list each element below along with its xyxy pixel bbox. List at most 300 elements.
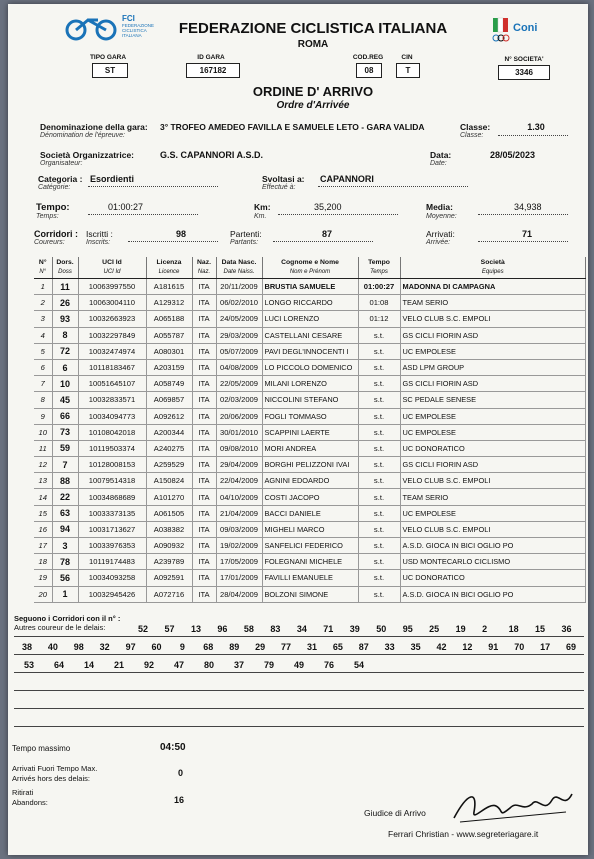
table-cell: MIGHELI MARCO bbox=[262, 521, 358, 537]
table-cell: 78 bbox=[52, 554, 78, 570]
table-cell: 5 bbox=[34, 343, 52, 359]
category-label: Categoria : bbox=[38, 174, 83, 184]
race-name: 3° TROFEO AMEDEO FAVILLA E SAMUELE LETO - GARA VALIDA bbox=[160, 122, 425, 132]
following-rider-number: 17 bbox=[540, 642, 551, 652]
column-header-text-fr: Nom e Prénom bbox=[289, 269, 331, 275]
table-cell: GS CICLI FIORIN ASD bbox=[400, 457, 586, 473]
following-rider-number: 83 bbox=[270, 624, 281, 634]
table-cell: ITA bbox=[192, 424, 216, 440]
following-rider-number: 35 bbox=[410, 642, 421, 652]
following-rider-number: 50 bbox=[376, 624, 387, 634]
table-cell: 02/03/2009 bbox=[216, 392, 262, 408]
race-name-label-fr: Dénomination de l'épreuve: bbox=[40, 132, 126, 139]
race-id-value: 167182 bbox=[186, 63, 240, 78]
table-cell: 10079514318 bbox=[78, 473, 146, 489]
following-rider-number: 40 bbox=[47, 642, 58, 652]
column-header-text-fr: Temps bbox=[370, 269, 388, 275]
table-cell: VELO CLUB S.C. EMPOLI bbox=[400, 473, 586, 489]
column-header-text: Dors. bbox=[56, 259, 74, 266]
table-cell: 17 bbox=[34, 538, 52, 554]
column-header-text: Società bbox=[480, 259, 505, 266]
column-header-text: Data Nasc. bbox=[221, 259, 257, 266]
table-row bbox=[34, 408, 586, 424]
table-cell: GS CICLI FIORIN ASD bbox=[400, 376, 586, 392]
race-name-label: Denominazione della gara: bbox=[40, 122, 148, 132]
table-cell: BRUSTIA SAMUELE bbox=[262, 279, 358, 295]
riders-label: Corridori : bbox=[34, 229, 78, 239]
table-cell: A239789 bbox=[146, 554, 192, 570]
table-cell: MADONNA DI CAMPAGNA bbox=[400, 279, 586, 295]
table-cell: ITA bbox=[192, 295, 216, 311]
following-rider-number: 36 bbox=[561, 624, 572, 634]
table-cell: 8 bbox=[34, 392, 52, 408]
table-cell: 15 bbox=[34, 505, 52, 521]
table-cell: ITA bbox=[192, 538, 216, 554]
average-label-fr: Moyenne: bbox=[426, 213, 457, 220]
following-rider-number: 77 bbox=[281, 642, 292, 652]
table-cell: 59 bbox=[52, 440, 78, 456]
table-cell: 3 bbox=[52, 538, 78, 554]
following-rider-number: 33 bbox=[384, 642, 395, 652]
table-cell: 22 bbox=[52, 489, 78, 505]
table-cell: 7 bbox=[52, 457, 78, 473]
following-line-1 bbox=[138, 624, 588, 634]
table-cell: 20/06/2009 bbox=[216, 408, 262, 424]
following-line-2 bbox=[14, 642, 584, 652]
table-cell: ITA bbox=[192, 408, 216, 424]
table-cell: MILANI LORENZO bbox=[262, 376, 358, 392]
table-cell: s.t. bbox=[358, 505, 400, 521]
table-cell: 10128008153 bbox=[78, 457, 146, 473]
following-rider-number: 80 bbox=[203, 660, 214, 670]
following-rider-number: 39 bbox=[349, 624, 360, 634]
coni-logo bbox=[491, 16, 538, 51]
table-cell: 63 bbox=[52, 505, 78, 521]
table-cell: 30/01/2010 bbox=[216, 424, 262, 440]
class-label: Classe: bbox=[460, 122, 491, 132]
table-cell: FOLEGNANI MICHELE bbox=[262, 554, 358, 570]
following-rider-number: 54 bbox=[353, 660, 364, 670]
table-cell: CASTELLANI CESARE bbox=[262, 327, 358, 343]
table-cell: 04/08/2009 bbox=[216, 359, 262, 375]
table-cell: 10063997550 bbox=[78, 279, 146, 295]
following-rider-number: 38 bbox=[21, 642, 32, 652]
table-cell: s.t. bbox=[358, 327, 400, 343]
table-cell: 09/08/2010 bbox=[216, 440, 262, 456]
table-cell: 18 bbox=[34, 554, 52, 570]
table-cell: ITA bbox=[192, 521, 216, 537]
table-cell: A240275 bbox=[146, 440, 192, 456]
table-cell: ITA bbox=[192, 505, 216, 521]
column-header-text-fr: Licence bbox=[158, 269, 180, 275]
table-row bbox=[34, 295, 586, 311]
following-rider-number: 12 bbox=[462, 642, 473, 652]
federation-city: ROMA bbox=[297, 39, 329, 50]
following-rider-number: 71 bbox=[323, 624, 334, 634]
race-id-label: ID GARA bbox=[197, 54, 225, 61]
class-value: 1.30 bbox=[527, 122, 545, 132]
table-cell: A065188 bbox=[146, 311, 192, 327]
organizer-value: G.S. CAPANNORI A.S.D. bbox=[160, 150, 264, 160]
table-cell: UC EMPOLESE bbox=[400, 408, 586, 424]
table-cell: LUCI LORENZO bbox=[262, 311, 358, 327]
following-rider-number: 57 bbox=[164, 624, 175, 634]
following-rider-number: 15 bbox=[535, 624, 546, 634]
riders-label-fr: Coureurs: bbox=[34, 239, 65, 246]
following-rider-number: 34 bbox=[296, 624, 307, 634]
following-rider-number: 95 bbox=[402, 624, 413, 634]
starters-label-fr: Partants: bbox=[230, 239, 259, 246]
cin-label: CIN bbox=[401, 54, 413, 61]
withdrawn-label-fr: Abandons: bbox=[12, 798, 48, 807]
table-row bbox=[34, 279, 586, 295]
table-cell: 6 bbox=[52, 359, 78, 375]
table-row bbox=[34, 392, 586, 408]
fci-acronym: FCI bbox=[122, 14, 135, 23]
table-cell: ITA bbox=[192, 554, 216, 570]
following-rider-number: 53 bbox=[23, 660, 34, 670]
venue-label: Svoltasi a: bbox=[262, 174, 305, 184]
table-cell: A181615 bbox=[146, 279, 192, 295]
table-cell: UC EMPOLESE bbox=[400, 343, 586, 359]
column-header bbox=[216, 257, 262, 279]
table-cell: 66 bbox=[52, 408, 78, 424]
table-cell: FAVILLI EMANUELE bbox=[262, 570, 358, 586]
table-cell: A055787 bbox=[146, 327, 192, 343]
results-sheet bbox=[8, 4, 588, 855]
table-cell: 10034094773 bbox=[78, 408, 146, 424]
following-rider-number: 96 bbox=[217, 624, 228, 634]
table-cell: ITA bbox=[192, 473, 216, 489]
table-row bbox=[34, 521, 586, 537]
venue-label-fr: Effectué à: bbox=[262, 184, 296, 191]
table-cell: 21/04/2009 bbox=[216, 505, 262, 521]
table-cell: A038382 bbox=[146, 521, 192, 537]
table-cell: 01:08 bbox=[358, 295, 400, 311]
table-cell: 73 bbox=[52, 424, 78, 440]
table-cell: 10 bbox=[52, 376, 78, 392]
starters-value: 87 bbox=[322, 229, 333, 239]
time-label-fr: Temps: bbox=[36, 213, 59, 220]
table-cell: A072716 bbox=[146, 586, 192, 602]
table-cell: PAVI DEGL'INNOCENTI I bbox=[262, 343, 358, 359]
following-rider-number: 37 bbox=[233, 660, 244, 670]
table-cell: s.t. bbox=[358, 554, 400, 570]
table-cell: 12 bbox=[34, 457, 52, 473]
following-rider-number: 9 bbox=[179, 642, 185, 652]
results-table bbox=[34, 257, 586, 603]
table-cell: 26 bbox=[52, 295, 78, 311]
judge-signature bbox=[448, 782, 578, 828]
table-row bbox=[34, 376, 586, 392]
table-cell: BOLZONI SIMONE bbox=[262, 586, 358, 602]
table-cell: s.t. bbox=[358, 408, 400, 424]
table-cell: A129312 bbox=[146, 295, 192, 311]
table-cell: 10032474974 bbox=[78, 343, 146, 359]
table-cell: 01:00:27 bbox=[358, 279, 400, 295]
table-cell: s.t. bbox=[358, 440, 400, 456]
table-cell: s.t. bbox=[358, 538, 400, 554]
out-of-time-value: 0 bbox=[178, 768, 184, 778]
table-cell: 20/11/2009 bbox=[216, 279, 262, 295]
following-rider-number: 87 bbox=[358, 642, 369, 652]
following-line-3 bbox=[14, 660, 374, 670]
table-cell: 93 bbox=[52, 311, 78, 327]
table-cell: UC DONORATICO bbox=[400, 440, 586, 456]
region-code-label: COD.REG bbox=[352, 54, 384, 61]
table-cell: ITA bbox=[192, 586, 216, 602]
column-header-text-fr: Equipes bbox=[481, 269, 504, 275]
table-row bbox=[34, 554, 586, 570]
table-cell: 72 bbox=[52, 343, 78, 359]
table-cell: UC EMPOLESE bbox=[400, 505, 586, 521]
table-cell: 20 bbox=[34, 586, 52, 602]
table-cell: VELO CLUB S.C. EMPOLI bbox=[400, 311, 586, 327]
table-cell: TEAM SERIO bbox=[400, 295, 586, 311]
table-cell: NICCOLINI STEFANO bbox=[262, 392, 358, 408]
column-header bbox=[34, 257, 52, 279]
following-rider-number: 58 bbox=[243, 624, 254, 634]
table-cell: ITA bbox=[192, 311, 216, 327]
table-cell: A092612 bbox=[146, 408, 192, 424]
table-cell: 10032663923 bbox=[78, 311, 146, 327]
table-cell: 10032945426 bbox=[78, 586, 146, 602]
withdrawn-value: 16 bbox=[174, 795, 185, 805]
column-header-text: Cognome e Nome bbox=[281, 259, 339, 266]
table-cell: A.S.D. GIOCA IN BICI OGLIO PO bbox=[400, 538, 586, 554]
table-cell: 16 bbox=[34, 521, 52, 537]
enrolled-label-fr: Inscrits: bbox=[86, 239, 111, 246]
category-label-fr: Catégorie: bbox=[38, 184, 71, 191]
table-cell: 88 bbox=[52, 473, 78, 489]
table-cell: 6 bbox=[34, 359, 52, 375]
date-value: 28/05/2023 bbox=[490, 150, 536, 160]
max-time-value: 04:50 bbox=[160, 742, 186, 753]
region-code-value: 08 bbox=[356, 63, 382, 78]
following-rider-number: 65 bbox=[332, 642, 343, 652]
following-rider-number: 79 bbox=[263, 660, 274, 670]
bicycle-logo-icon bbox=[62, 12, 172, 48]
column-header bbox=[400, 257, 586, 279]
following-rider-number: 98 bbox=[73, 642, 84, 652]
following-rider-number: 18 bbox=[508, 624, 519, 634]
table-cell: ITA bbox=[192, 376, 216, 392]
table-row bbox=[34, 505, 586, 521]
table-row bbox=[34, 538, 586, 554]
following-label: Seguono i Corridori con il n° : bbox=[14, 614, 121, 623]
table-cell: 19 bbox=[34, 570, 52, 586]
arrived-label-fr: Arrivée: bbox=[426, 239, 451, 246]
table-cell: ITA bbox=[192, 392, 216, 408]
table-cell: A259529 bbox=[146, 457, 192, 473]
society-number-label: N° SOCIETA' bbox=[504, 56, 544, 63]
table-cell: 1 bbox=[52, 586, 78, 602]
cin-value: T bbox=[396, 63, 420, 78]
table-cell: 1 bbox=[34, 279, 52, 295]
race-type-label: TIPO GARA bbox=[89, 54, 127, 61]
table-cell: s.t. bbox=[358, 457, 400, 473]
table-cell: A061505 bbox=[146, 505, 192, 521]
arrived-value: 71 bbox=[522, 229, 533, 239]
out-of-time-label-fr: Arrivés hors des delais: bbox=[12, 774, 90, 783]
following-rider-number: 91 bbox=[488, 642, 499, 652]
following-rider-number: 2 bbox=[482, 624, 488, 634]
table-cell: VELO CLUB S.C. EMPOLI bbox=[400, 521, 586, 537]
table-cell: 10033976353 bbox=[78, 538, 146, 554]
table-cell: A058749 bbox=[146, 376, 192, 392]
column-header-text: Naz. bbox=[197, 259, 211, 266]
table-cell: USD MONTECARLO CICLISMO bbox=[400, 554, 586, 570]
table-cell: 17/05/2009 bbox=[216, 554, 262, 570]
table-cell: 10063004110 bbox=[78, 295, 146, 311]
time-value: 01:00:27 bbox=[108, 202, 144, 212]
table-cell: SANFELICI FEDERICO bbox=[262, 538, 358, 554]
table-cell: 4 bbox=[34, 327, 52, 343]
withdrawn-label: Ritirati bbox=[12, 788, 34, 797]
column-header-text: Licenza bbox=[156, 259, 182, 266]
following-rider-number: 21 bbox=[113, 660, 124, 670]
table-row bbox=[34, 457, 586, 473]
table-cell: 10051645107 bbox=[78, 376, 146, 392]
out-of-time-label: Arrivati Fuori Tempo Max. bbox=[12, 764, 98, 773]
table-cell: s.t. bbox=[358, 376, 400, 392]
table-row bbox=[34, 424, 586, 440]
column-header-text-fr: Date Naiss. bbox=[223, 269, 255, 275]
table-cell: ITA bbox=[192, 279, 216, 295]
table-cell: LONGO RICCARDO bbox=[262, 295, 358, 311]
following-rider-number: 49 bbox=[293, 660, 304, 670]
average-label: Media: bbox=[426, 202, 453, 212]
table-cell: A203159 bbox=[146, 359, 192, 375]
table-cell: 01:12 bbox=[358, 311, 400, 327]
table-cell: SC PEDALE SENESE bbox=[400, 392, 586, 408]
following-rider-number: 70 bbox=[514, 642, 525, 652]
following-rider-number: 29 bbox=[255, 642, 266, 652]
following-rider-number: 76 bbox=[323, 660, 334, 670]
arrived-label: Arrivati: bbox=[426, 229, 455, 239]
table-cell: UC DONORATICO bbox=[400, 570, 586, 586]
organizer-label-fr: Organisateur: bbox=[40, 160, 83, 167]
column-header-text-fr: UCI Id bbox=[103, 269, 121, 275]
following-rider-number: 69 bbox=[566, 642, 577, 652]
table-row bbox=[34, 473, 586, 489]
table-cell: s.t. bbox=[358, 586, 400, 602]
following-rider-number: 52 bbox=[138, 624, 149, 634]
following-rider-number: 42 bbox=[436, 642, 447, 652]
table-cell: 22/04/2009 bbox=[216, 473, 262, 489]
following-rider-number: 31 bbox=[306, 642, 317, 652]
following-rider-number: 60 bbox=[151, 642, 162, 652]
table-cell: 09/03/2009 bbox=[216, 521, 262, 537]
table-cell: s.t. bbox=[358, 473, 400, 489]
column-header bbox=[146, 257, 192, 279]
table-cell: A101270 bbox=[146, 489, 192, 505]
following-rider-number: 92 bbox=[143, 660, 154, 670]
table-cell: GS CICLI FIORIN ASD bbox=[400, 327, 586, 343]
enrolled-value: 98 bbox=[176, 229, 187, 239]
date-label-fr: Date: bbox=[430, 160, 447, 167]
following-label-fr: Autres coureur de le delais: bbox=[14, 623, 106, 632]
table-cell: 10032297849 bbox=[78, 327, 146, 343]
km-label-fr: Km. bbox=[254, 213, 267, 220]
starters-label: Partenti: bbox=[230, 229, 262, 239]
table-cell: FOGLI TOMMASO bbox=[262, 408, 358, 424]
following-rider-number: 89 bbox=[229, 642, 240, 652]
table-cell: s.t. bbox=[358, 343, 400, 359]
table-cell: TEAM SERIO bbox=[400, 489, 586, 505]
table-cell: ITA bbox=[192, 359, 216, 375]
table-header-row bbox=[34, 257, 586, 279]
table-cell: 56 bbox=[52, 570, 78, 586]
table-cell: A069857 bbox=[146, 392, 192, 408]
coni-text: Coni bbox=[513, 22, 538, 34]
table-cell: ITA bbox=[192, 327, 216, 343]
venue-value: CAPANNORI bbox=[320, 174, 374, 184]
organizer-label: Società Organizzatrice: bbox=[40, 150, 135, 160]
table-cell: s.t. bbox=[358, 521, 400, 537]
table-cell: 11 bbox=[34, 440, 52, 456]
km-value: 35,200 bbox=[314, 202, 342, 212]
column-header-text: UCI Id bbox=[102, 259, 122, 266]
km-label: Km: bbox=[254, 202, 271, 212]
fci-line-1: FEDERAZIONE bbox=[122, 23, 155, 28]
table-row bbox=[34, 359, 586, 375]
table-cell: 10119503374 bbox=[78, 440, 146, 456]
column-header-text-fr: N° bbox=[39, 269, 47, 275]
column-header bbox=[358, 257, 400, 279]
table-cell: ITA bbox=[192, 457, 216, 473]
table-row bbox=[34, 440, 586, 456]
fci-line-3: ITALIANA bbox=[122, 33, 142, 38]
following-rider-number: 47 bbox=[173, 660, 184, 670]
table-cell: 05/07/2009 bbox=[216, 343, 262, 359]
time-label: Tempo: bbox=[36, 202, 70, 213]
table-cell: s.t. bbox=[358, 359, 400, 375]
table-cell: 10 bbox=[34, 424, 52, 440]
date-label: Data: bbox=[430, 150, 452, 160]
column-header bbox=[192, 257, 216, 279]
category-value: Esordienti bbox=[90, 174, 135, 184]
table-cell: 29/03/2009 bbox=[216, 327, 262, 343]
table-cell: A150824 bbox=[146, 473, 192, 489]
table-cell: A080301 bbox=[146, 343, 192, 359]
table-cell: 17/01/2009 bbox=[216, 570, 262, 586]
table-cell: s.t. bbox=[358, 424, 400, 440]
table-row bbox=[34, 586, 586, 602]
table-cell: 10118183467 bbox=[78, 359, 146, 375]
table-cell: 10031713627 bbox=[78, 521, 146, 537]
document-title: ORDINE D' ARRIVO bbox=[252, 84, 374, 99]
table-cell: 06/02/2010 bbox=[216, 295, 262, 311]
table-cell: 14 bbox=[34, 489, 52, 505]
table-cell: 7 bbox=[34, 376, 52, 392]
table-row bbox=[34, 327, 586, 343]
table-cell: 10033373135 bbox=[78, 505, 146, 521]
table-cell: A092591 bbox=[146, 570, 192, 586]
table-cell: BORGHI PELIZZONI IVAI bbox=[262, 457, 358, 473]
table-cell: 13 bbox=[34, 473, 52, 489]
table-cell: BACCI DANIELE bbox=[262, 505, 358, 521]
following-rider-number: 19 bbox=[455, 624, 466, 634]
column-header bbox=[78, 257, 146, 279]
document-subtitle: Ordre d'Arrivée bbox=[276, 100, 350, 111]
fci-line-2: CICLISTICA bbox=[122, 28, 147, 33]
column-header-text: Tempo bbox=[368, 259, 390, 266]
table-cell: 9 bbox=[34, 408, 52, 424]
column-header bbox=[52, 257, 78, 279]
table-cell: 10032833571 bbox=[78, 392, 146, 408]
column-header bbox=[262, 257, 358, 279]
